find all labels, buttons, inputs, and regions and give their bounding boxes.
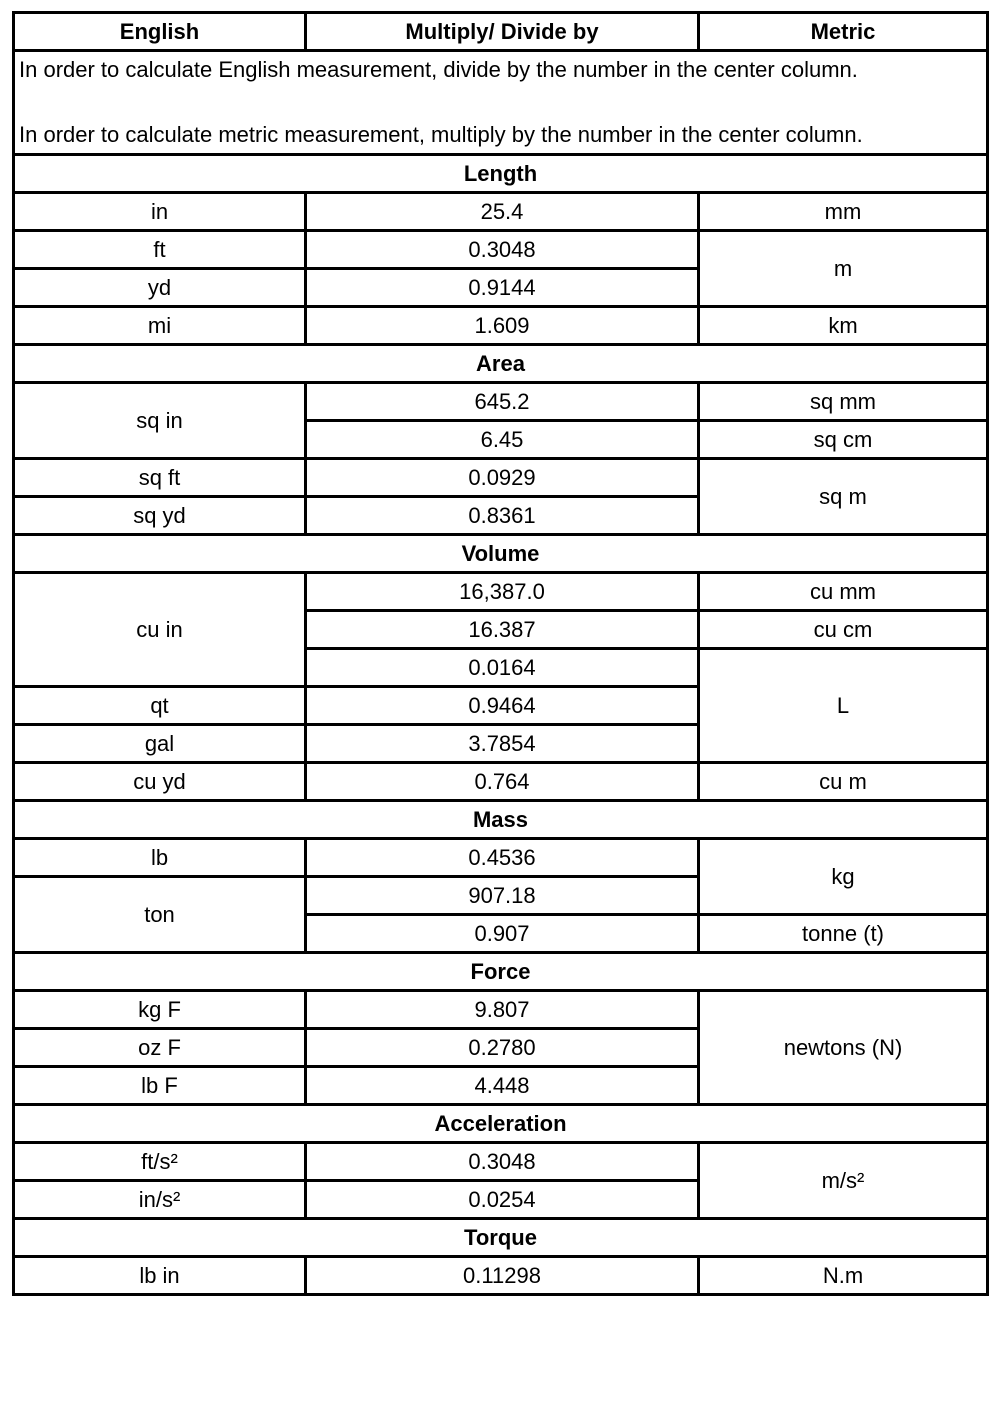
section-row [14, 801, 988, 839]
english-unit: cu in [14, 573, 306, 687]
section-title-length: Length [14, 155, 988, 193]
conversion-factor: 1.609 [306, 307, 699, 345]
table-row [14, 231, 988, 269]
conversion-factor: 0.9144 [306, 269, 699, 307]
section-title-mass: Mass [14, 801, 988, 839]
metric-unit: newtons (N) [699, 991, 988, 1105]
conversion-factor: 0.3048 [306, 1143, 699, 1181]
english-unit: oz F [14, 1029, 306, 1067]
conversion-factor: 3.7854 [306, 725, 699, 763]
header-metric: Metric [699, 13, 988, 51]
section-row [14, 1219, 988, 1257]
conversion-factor: 0.2780 [306, 1029, 699, 1067]
conversion-factor: 645.2 [306, 383, 699, 421]
english-unit: lb in [14, 1257, 306, 1295]
table-row [14, 991, 988, 1029]
metric-unit: mm [699, 193, 988, 231]
conversion-factor: 16,387.0 [306, 573, 699, 611]
conversion-table [12, 11, 989, 1296]
section-title-acceleration: Acceleration [14, 1105, 988, 1143]
section-title-area: Area [14, 345, 988, 383]
conversion-factor: 907.18 [306, 877, 699, 915]
english-unit: in/s² [14, 1181, 306, 1219]
metric-unit: kg [699, 839, 988, 915]
table-row [14, 193, 988, 231]
english-instruction: In order to calculate English measurement, divide by the number in the center column. [19, 57, 858, 82]
english-unit: yd [14, 269, 306, 307]
table-row [14, 573, 988, 611]
metric-unit: cu mm [699, 573, 988, 611]
table-row [14, 307, 988, 345]
instructions-cell [14, 51, 988, 155]
header-factor: Multiply/ Divide by [306, 13, 699, 51]
section-title-force: Force [14, 953, 988, 991]
english-unit: gal [14, 725, 306, 763]
english-unit: sq ft [14, 459, 306, 497]
metric-unit: cu cm [699, 611, 988, 649]
table-row [14, 763, 988, 801]
metric-unit: N.m [699, 1257, 988, 1295]
table-row [14, 839, 988, 877]
conversion-factor: 0.8361 [306, 497, 699, 535]
conversion-factor: 0.11298 [306, 1257, 699, 1295]
conversion-factor: 0.0929 [306, 459, 699, 497]
conversion-factor: 6.45 [306, 421, 699, 459]
conversion-factor: 0.3048 [306, 231, 699, 269]
table-row [14, 383, 988, 421]
english-unit: qt [14, 687, 306, 725]
conversion-factor: 0.764 [306, 763, 699, 801]
conversion-factor: 0.0164 [306, 649, 699, 687]
metric-instruction: In order to calculate metric measurement, multiply by the number in the center column. [19, 122, 863, 147]
conversion-factor: 4.448 [306, 1067, 699, 1105]
section-row [14, 953, 988, 991]
metric-unit: sq m [699, 459, 988, 535]
conversion-factor: 16.387 [306, 611, 699, 649]
table-row [14, 1143, 988, 1181]
english-unit: mi [14, 307, 306, 345]
note-spacer [19, 82, 986, 123]
english-unit: cu yd [14, 763, 306, 801]
metric-unit: km [699, 307, 988, 345]
section-row [14, 345, 988, 383]
conversion-factor: 25.4 [306, 193, 699, 231]
english-unit: ft [14, 231, 306, 269]
table-row [14, 459, 988, 497]
section-row [14, 155, 988, 193]
conversion-factor: 0.907 [306, 915, 699, 953]
english-unit: ft/s² [14, 1143, 306, 1181]
conversion-factor: 0.4536 [306, 839, 699, 877]
conversion-factor: 9.807 [306, 991, 699, 1029]
section-title-torque: Torque [14, 1219, 988, 1257]
metric-unit: L [699, 649, 988, 763]
section-title-volume: Volume [14, 535, 988, 573]
english-unit: sq in [14, 383, 306, 459]
metric-unit: sq mm [699, 383, 988, 421]
instructions-row [14, 51, 988, 155]
english-unit: ton [14, 877, 306, 953]
metric-unit: m [699, 231, 988, 307]
english-unit: kg F [14, 991, 306, 1029]
section-row [14, 535, 988, 573]
conversion-factor: 0.0254 [306, 1181, 699, 1219]
metric-unit: sq cm [699, 421, 988, 459]
metric-unit: m/s² [699, 1143, 988, 1219]
conversion-factor: 0.9464 [306, 687, 699, 725]
table-row [14, 1257, 988, 1295]
metric-unit: tonne (t) [699, 915, 988, 953]
header-row [14, 13, 988, 51]
section-row [14, 1105, 988, 1143]
english-unit: in [14, 193, 306, 231]
english-unit: lb F [14, 1067, 306, 1105]
metric-unit: cu m [699, 763, 988, 801]
english-unit: lb [14, 839, 306, 877]
english-unit: sq yd [14, 497, 306, 535]
header-english: English [14, 13, 306, 51]
